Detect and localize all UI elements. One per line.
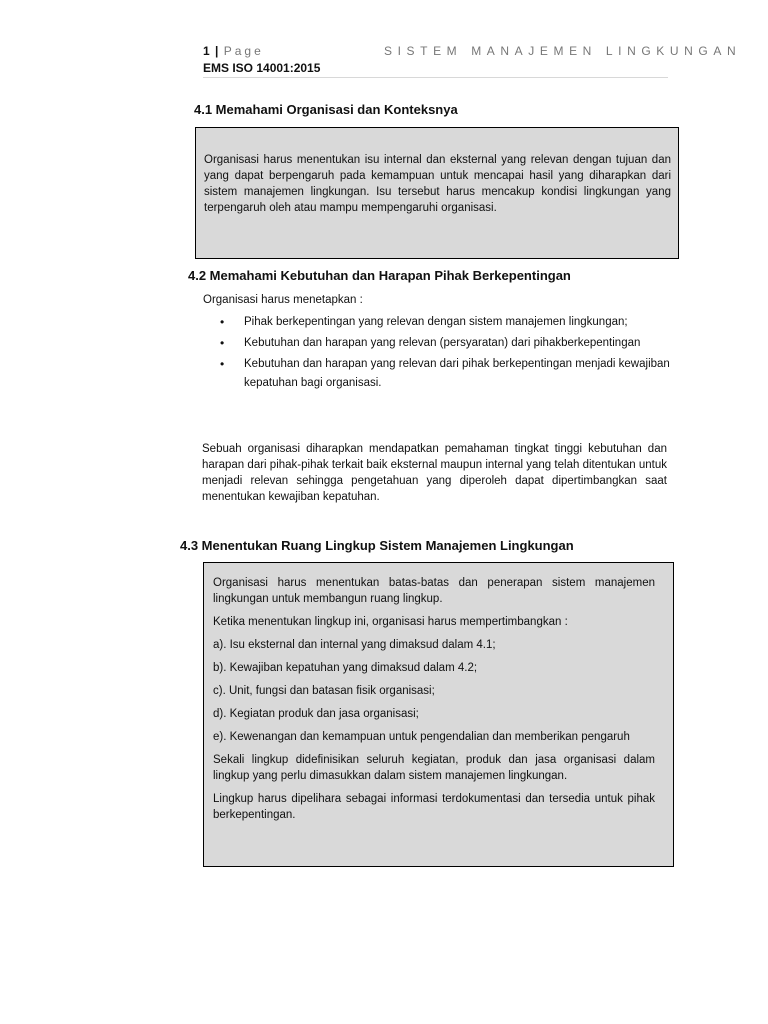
bullet-icon: • <box>220 357 225 371</box>
section-4-1-heading: 4.1 Memahami Organisasi dan Konteksnya <box>194 102 458 117</box>
section-4-2-heading: 4.2 Memahami Kebutuhan dan Harapan Pihak Berkepentingan <box>188 268 571 283</box>
list-item <box>220 313 670 332</box>
bullet-icon: • <box>220 315 225 329</box>
section-4-2-closing: Sebuah organisasi diharapkan mendapatkan pemahaman tingkat tinggi kebutuhan dan harapan dari pihak-pihak terkait baik eksternal maupun internal yang telah ditentukan untuk menjadi relevan sehingga pengetahuan yang diperoleh dapat dipertimbangkan saat menentukan kewajiban kepatuhan. <box>202 443 667 503</box>
list-item-text: Pihak berkepentingan yang relevan dengan sistem manajemen lingkungan; <box>244 316 628 328</box>
section-4-3-item-a: a). Isu eksternal dan internal yang dimaksud dalam 4.1; <box>213 639 496 651</box>
standard-label: EMS ISO 14001:2015 <box>203 61 321 75</box>
section-4-3-item-e: e). Kewenangan dan kemampuan untuk pengendalian dan memberikan pengaruh <box>213 731 630 743</box>
section-4-3-heading: 4.3 Menentukan Ruang Lingkup Sistem Manajemen Lingkungan <box>180 538 574 553</box>
header-divider <box>203 77 668 78</box>
section-4-3-item-c: c). Unit, fungsi dan batasan fisik organisasi; <box>213 685 435 697</box>
document-title: SISTEM MANAJEMEN LINGKUNGAN <box>384 44 742 58</box>
section-4-3-box <box>203 562 674 867</box>
list-item-text: Kebutuhan dan harapan yang relevan (persyaratan) dari pihakberkepentingan <box>244 337 641 349</box>
section-4-1-box <box>195 127 679 259</box>
list-item <box>220 355 670 393</box>
section-4-3-paragraph: Lingkup harus dipelihara sebagai informasi terdokumentasi dan tersedia untuk pihak berkepentingan. <box>213 793 655 821</box>
section-4-3-item-d: d). Kegiatan produk dan jasa organisasi; <box>213 708 419 720</box>
page-number-value: 1 <box>203 44 211 58</box>
section-4-3-paragraph: Sekali lingkup didefinisikan seluruh kegiatan, produk dan jasa organisasi dalam lingkup yang perlu dimasukkan dalam sistem manajemen lingkungan. <box>213 754 655 782</box>
page-number <box>203 44 264 58</box>
page-separator: | <box>215 44 220 58</box>
bullet-icon: • <box>220 336 225 350</box>
list-item <box>220 334 670 353</box>
page-word: Page <box>223 44 264 58</box>
section-4-3-paragraph: Ketika menentukan lingkup ini, organisasi harus mempertimbangkan : <box>213 616 568 628</box>
list-item-text: Kebutuhan dan harapan yang relevan dari pihak berkepentingan menjadi kewajiban kepatuhan bagi organisasi. <box>244 358 670 389</box>
section-4-3-paragraph: Organisasi harus menentukan batas-batas dan penerapan sistem manajemen lingkungan untuk membangun ruang lingkup. <box>213 577 655 605</box>
section-4-2-bullet-list <box>220 313 670 395</box>
section-4-3-item-b: b). Kewajiban kepatuhan yang dimaksud dalam 4.2; <box>213 662 478 674</box>
section-4-1-text: Organisasi harus menentukan isu internal dan eksternal yang relevan dengan tujuan dan yang dapat berpengaruh pada kemampuan untuk mencapai hasil yang diharapkan dari sistem manajemen lingkungan. Isu tersebut harus mencakup kondisi lingkungan yang terpengaruh oleh atau mampu mempengaruhi organisasi. <box>204 154 671 214</box>
section-4-2-intro: Organisasi harus menetapkan : <box>203 294 363 306</box>
